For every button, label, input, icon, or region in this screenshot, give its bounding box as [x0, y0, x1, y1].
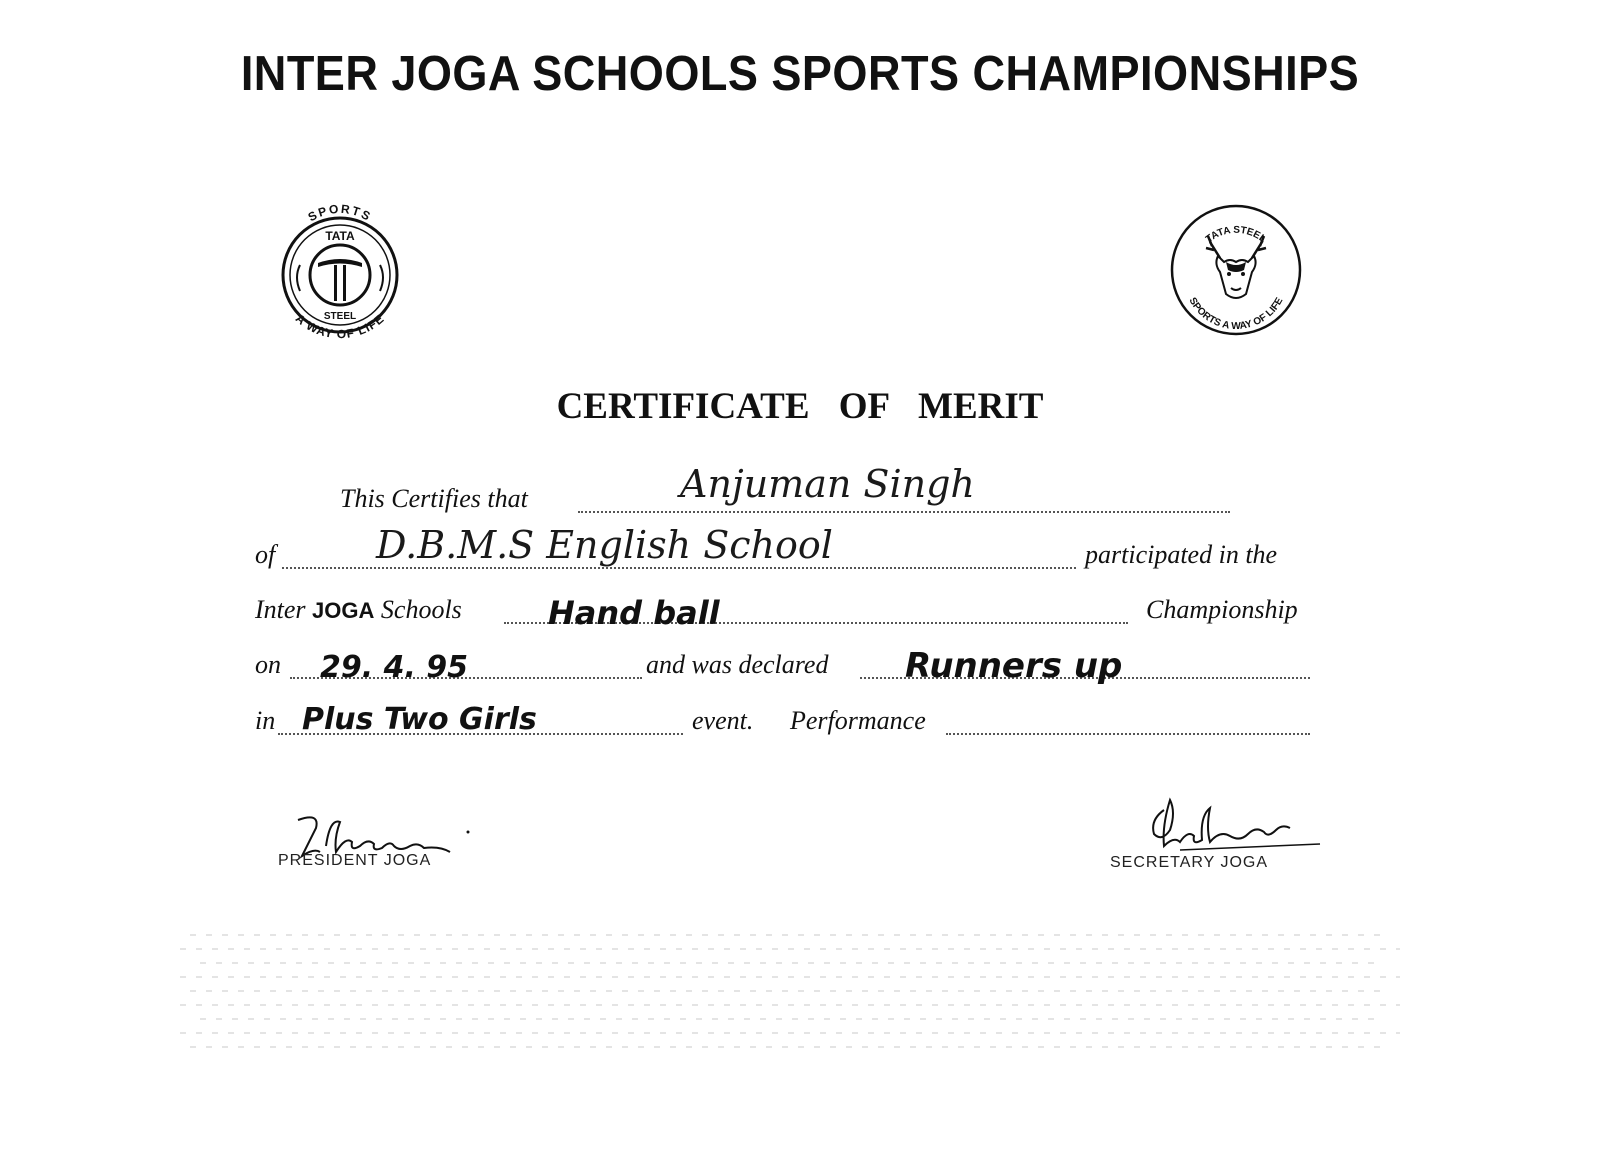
inter-label	[255, 595, 462, 625]
svg-text:SPORTS: SPORTS	[305, 201, 375, 225]
on-label: on	[255, 650, 281, 679]
declared-label: and was declared	[646, 650, 829, 679]
schools-word: Schools	[380, 595, 462, 624]
event-label: event.	[692, 706, 754, 735]
svg-text:A WAY OF LIFE: A WAY OF LIFE	[292, 311, 388, 342]
recipient-name: Anjuman Singh	[680, 462, 975, 506]
sport-name: Hand ball	[548, 594, 720, 632]
secretary-signature	[1140, 790, 1330, 860]
tata-sports-emblem-icon	[270, 195, 410, 345]
result: Runners up	[905, 646, 1123, 686]
school-dotted-line	[282, 567, 1076, 569]
inter-word: Inter	[255, 595, 306, 624]
event-name: Plus Two Girls	[302, 702, 537, 737]
svg-text:STEEL: STEEL	[323, 311, 357, 322]
background-texture	[180, 925, 1400, 1055]
performance-label: Performance	[790, 706, 926, 735]
championship-label: Championship	[1146, 595, 1298, 624]
certificate-heading: CERTIFICATE OF MERIT	[556, 386, 1044, 427]
in-label: in	[255, 706, 276, 735]
svg-text:TATA STEEL: TATA STEEL	[1203, 224, 1268, 246]
president-label: PRESIDENT JOGA	[278, 852, 432, 869]
event-date: 29. 4. 95	[320, 650, 469, 685]
page-title: INTER JOGA SCHOOLS SPORTS CHAMPIONSHIPS	[240, 47, 1360, 101]
joga-word: JOGA	[312, 598, 375, 623]
of-label: of	[255, 540, 276, 569]
participated-label: participated in the	[1085, 540, 1278, 569]
certifies-label: This Certifies that	[340, 484, 528, 513]
svg-text:TATA: TATA	[325, 229, 355, 243]
svg-text:SPORTS A WAY OF LIFE: SPORTS A WAY OF LIFE	[1186, 295, 1286, 333]
name-dotted-line	[578, 511, 1230, 513]
stag-head-emblem-icon	[1168, 202, 1304, 338]
secretary-label: SECRETARY JOGA	[1110, 854, 1269, 871]
performance-dotted-line	[946, 733, 1310, 735]
school-name: D.B.M.S English School	[376, 523, 833, 567]
